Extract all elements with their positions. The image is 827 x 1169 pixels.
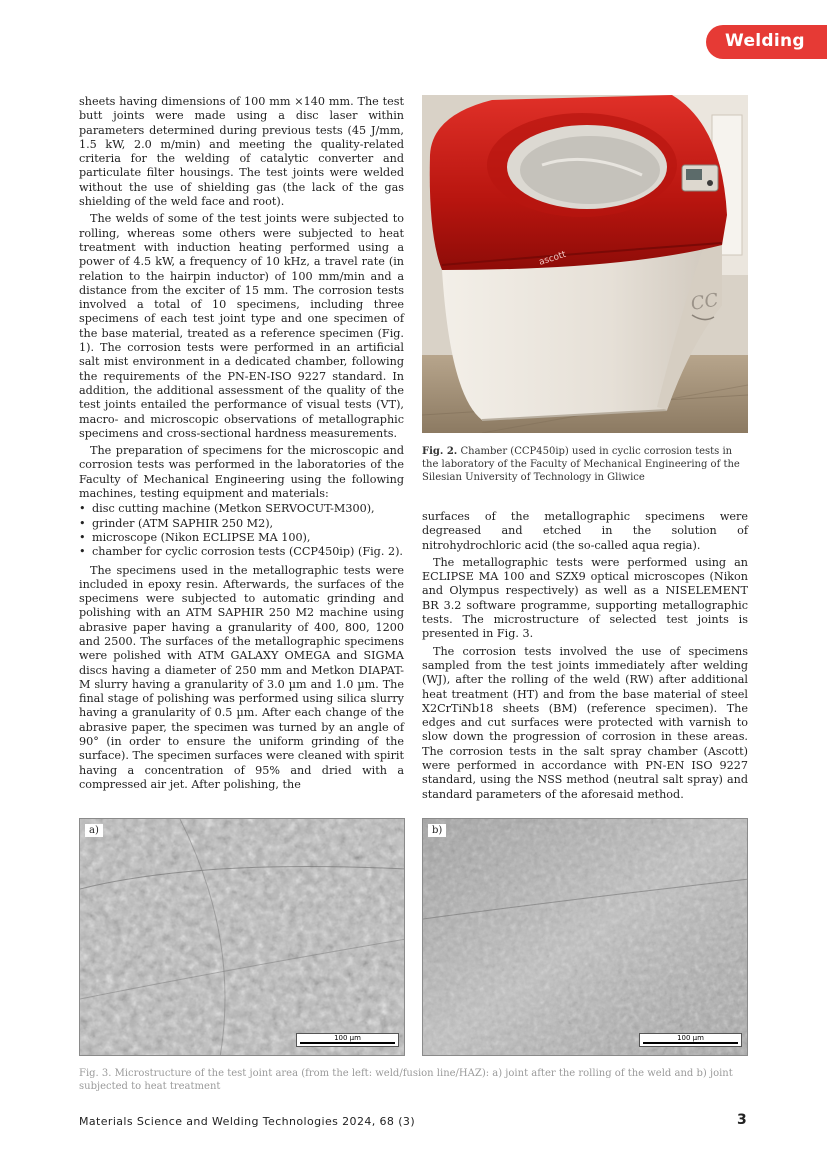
micrograph-b [422, 818, 748, 1056]
micrograph-b-scale-line [643, 1042, 738, 1044]
right-paragraph-3: The corrosion tests involved the use of specimens sampled from the test joints immediately after welding (WJ), after the rolling of the weld (RW) after additional heat treatment (HT) and from the base material of steel X2CrTiNb18 sheets (BM) (reference specimen). The edges and cut surfaces were protected with varnish to slow down the progression of corrosion in these areas. The corrosion tests in the salt spray chamber (Ascott) were performed in accordance with PN-EN ISO 9227 standard, using the NSS method (neutral salt spray) and standard parameters of the aforesaid method. [422, 644, 748, 801]
micrograph-b-scale-text: 100 µm [677, 1034, 704, 1042]
equipment-list-item: • grinder (ATM SAPHIR 250 M2), [79, 517, 404, 531]
chamber-brand-text: ascott [537, 249, 568, 268]
journal-footer: Materials Science and Welding Technologies 2024, 68 (3) [79, 1115, 416, 1128]
micrograph-a-label: a) [85, 824, 103, 837]
left-paragraph-1: sheets having dimensions of 100 mm ×140 mm. The test butt joints were made using a disc laser within parameters determined during previous tests (45 J/mm, 1.5 kW, 2.0 m/min) and meeting the quality-related criteria for the welding of catalytic converter and particulate filter housings. The test joints were welded without the use of shielding gas (the lack of the gas shielding of the weld face and root). [79, 95, 404, 209]
micrograph-b-scale-bar [639, 1033, 742, 1047]
equipment-list-item: • disc cutting machine (Metkon SERVOCUT-M300), [79, 502, 404, 516]
equipment-list [79, 502, 404, 559]
chamber-model-text: CC [689, 289, 720, 315]
micrograph-b-label: b) [428, 824, 446, 837]
page-number: 3 [737, 1112, 747, 1128]
figure-2-caption [422, 445, 748, 484]
figure-2-caption-text: Chamber (CCP450ip) used in cyclic corrosion tests in the laboratory of the Faculty of Mechanical Engineering of the Silesian University of Technology in Gliwice [422, 446, 740, 483]
section-tag [706, 25, 827, 59]
figure-3-caption: Fig. 3. Microstructure of the test joint area (from the left: weld/fusion line/HAZ): a) joint after the rolling of the weld and b) joint subjected to heat treatment [79, 1068, 733, 1092]
micrograph-a [79, 818, 405, 1056]
right-paragraph-2: The metallographic tests were performed using an ECLIPSE MA 100 and SZX9 optical microscopes (Nikon and Olympus respectively) as well as a NISELEMENT BR 3.2 software programme, supporting metallographic tests. The microstructure of selected test joints is presented in Fig. 3. [422, 555, 748, 641]
left-paragraph-2: The welds of some of the test joints were subjected to rolling, whereas some others were subjected to heat treatment with induction heating performed using a power of 4.5 kW, a frequency of 10 kHz, a travel rate (in relation to the hairpin inductor) of 100 mm/min and a distance from the exciter of 15 mm. The corrosion tests involved a total of 10 specimens, including three specimens of each test joint type and one specimen of the base material, treated as a reference specimen (Fig. 1). The corrosion tests were performed in an artificial salt mist environment in a dedicated chamber, following the requirements of the PN-EN-ISO 9227 standard. In addition, the additional assessment of the quality of the test joints entailed the performance of visual tests (VT), macro- and microscopic observations of metallographic specimens and cross-sectional hardness measurements. [79, 212, 404, 440]
equipment-list-item: • microscope (Nikon ECLIPSE MA 100), [79, 531, 404, 545]
left-paragraph-4: The specimens used in the metallographic tests were included in epoxy resin. Afterwards, the surfaces of the specimens were subjected to automatic grinding and polishing with an ATM SAPHIR 250 M2 machine using abrasive paper having a granularity of 400, 800, 1200 and 2500. The surfaces of the metallographic specimens were polished with ATM GALAXY OMEGA and SIGMA discs having a diameter of 250 mm and Metkon DIAPAT-M slurry having a granularity of 3.0 µm and 1.0 µm. The final stage of polishing was performed using silica slurry having a granularity of 0.5 µm. After each change of the abrasive paper, the specimen was turned by an angle of 90° (in order to ensure the uniform grinding of the surface). The specimen surfaces were cleaned with spirit having a concentration of 95% and dried with a compressed air jet. After polishing, the [79, 563, 404, 791]
corrosion-chamber-photo [422, 95, 748, 433]
left-text-column [79, 95, 404, 792]
chamber-illustration [422, 95, 748, 433]
micrograph-a-scale-line [300, 1042, 395, 1044]
left-paragraph-3: The preparation of specimens for the microscopic and corrosion tests was performed in the laboratories of the Faculty of Mechanical Engineering using the following machines, testing equipment and materials: [79, 444, 404, 501]
figure-2-label: Fig. 2. [422, 446, 458, 457]
micrograph-a-texture [80, 819, 405, 1056]
right-text-column [422, 510, 748, 802]
right-paragraph-1: surfaces of the metallographic specimens were degreased and etched in the solution of nitrohydrochloric acid (the so-called aqua regia). [422, 510, 748, 552]
micrograph-a-scale-text: 100 µm [334, 1034, 361, 1042]
equipment-list-item: • chamber for cyclic corrosion tests (CCP450ip) (Fig. 2). [79, 545, 404, 559]
section-tag-label: Welding [725, 31, 805, 51]
micrograph-a-scale-bar [296, 1033, 399, 1047]
micrograph-b-texture [423, 819, 748, 1056]
